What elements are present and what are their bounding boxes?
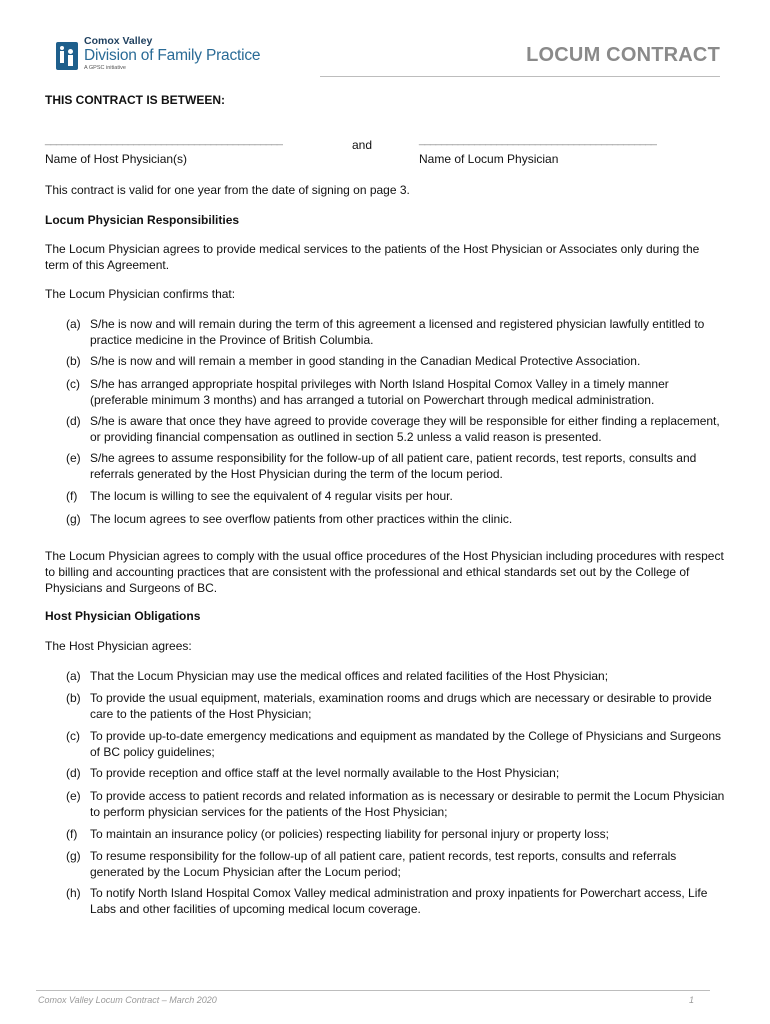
host-item (66, 690, 726, 722)
locum-item (66, 353, 726, 369)
item-label: (a) (66, 317, 81, 331)
locum-item (66, 511, 726, 527)
locum-intro: The Locum Physician agrees to provide medical services to the patients of the Host Physician or Associates only during the term of this Agreement. (45, 242, 700, 272)
locum-name-line: ___________________________________________ (419, 134, 657, 146)
document-title: LOCUM CONTRACT (526, 44, 720, 66)
item-text: The locum is willing to see the equivalent of 4 regular visits per hour. (90, 489, 453, 503)
host-item (66, 885, 726, 917)
host-item (66, 728, 726, 760)
locum-item (66, 316, 726, 348)
item-text: To maintain an insurance policy (or policies) respecting liability for personal injury or property loss; (90, 827, 609, 841)
item-label: (c) (66, 729, 80, 743)
host-name-label: Name of Host Physician(s) (45, 152, 188, 166)
host-section-heading: Host Physician Obligations (45, 609, 201, 623)
host-item (66, 788, 726, 820)
item-label: (e) (66, 451, 81, 465)
locum-item (66, 413, 726, 445)
locum-item (66, 488, 726, 504)
locum-item (66, 450, 726, 482)
locum-closing: The Locum Physician agrees to comply with the usual office procedures of the Host Physician including procedures with respect to billing and accounting practices that are consistent with the professional and ethical standards set out by the College of Physicians and Surgeons of BC. (45, 549, 724, 595)
family-icon (56, 42, 78, 70)
item-label: (b) (66, 354, 81, 368)
org-logo (56, 36, 260, 76)
item-label: (f) (66, 827, 78, 841)
footer-label: Comox Valley Locum Contract – March 2020 (38, 995, 217, 1005)
item-text: The locum agrees to see overflow patients from other practices within the clinic. (90, 512, 513, 526)
locum-section-heading: Locum Physician Responsibilities (45, 213, 240, 227)
item-text: S/he has arranged appropriate hospital privileges with North Island Hospital Comox Valley in a timely manner (preferable minimum 3 months) and has arranged a tutorial on Powerchart through medical administration. (90, 377, 669, 407)
item-text: S/he is now and will remain a member in good standing in the Canadian Medical Protective Association. (90, 354, 641, 368)
org-tagline: A GPSC initiative (84, 65, 126, 71)
item-label: (g) (66, 512, 81, 526)
and-text: and (352, 138, 373, 152)
item-label: (h) (66, 886, 81, 900)
host-item (66, 765, 726, 781)
item-text: To resume responsibility for the follow-up of all patient care, patient records, test reports, consults and referrals generated by the Locum Physician after the Locum period; (90, 849, 677, 879)
locum-confirms: The Locum Physician confirms that: (45, 287, 236, 301)
item-label: (d) (66, 414, 81, 428)
item-text: To provide up-to-date emergency medications and equipment as mandated by the College of Physicians and Surgeons of BC policy guidelines; (90, 729, 722, 759)
item-label: (b) (66, 691, 81, 705)
footer-divider (36, 990, 710, 991)
header-divider (320, 76, 720, 77)
page-number: 1 (688, 995, 694, 1005)
validity-statement: This contract is valid for one year from the date of signing on page 3. (45, 183, 410, 197)
item-text: S/he agrees to assume responsibility for the follow-up of all patient care, patient records, test reports, consults and referrals generated by the Host Physician during the term of the locum period. (90, 451, 697, 481)
item-label: (g) (66, 849, 81, 863)
locum-name-label: Name of Locum Physician (419, 152, 559, 166)
item-label: (e) (66, 789, 81, 803)
org-name-main: Division of Family Practice (84, 47, 261, 64)
item-text: To provide access to patient records and related information as is necessary or desirable to permit the Locum Physician to perform physician services for the patients of the Host Physician; (90, 789, 725, 819)
item-label: (c) (66, 377, 80, 391)
org-name-top: Comox Valley (84, 35, 153, 47)
item-label: (d) (66, 766, 81, 780)
host-intro: The Host Physician agrees: (45, 639, 192, 653)
item-text: S/he is now and will remain during the term of this agreement a licensed and registered physician lawfully entitled to practice medicine in the Province of British Columbia. (90, 317, 705, 347)
item-label: (f) (66, 489, 78, 503)
item-text: S/he is aware that once they have agreed to provide coverage they will be responsible for either finding a replacement, or providing financial compensation as outlined in section 5.2 unless a valid reason is presented. (90, 414, 720, 444)
item-text: To provide the usual equipment, materials, examination rooms and drugs which are necessary or desirable to provide care to the patients of the Host Physician; (90, 691, 712, 721)
host-item (66, 826, 726, 842)
item-label: (a) (66, 669, 81, 683)
host-name-line: ___________________________________________ (45, 134, 283, 146)
item-text: That the Locum Physician may use the medical offices and related facilities of the Host Physician; (90, 669, 609, 683)
parties-heading: THIS CONTRACT IS BETWEEN: (45, 93, 225, 107)
host-item (66, 848, 726, 880)
item-text: To notify North Island Hospital Comox Valley medical administration and proxy inpatients for Powerchart access, Life Labs and other facilities of upcoming medical locum coverage. (90, 886, 708, 916)
locum-item (66, 376, 726, 408)
host-item (66, 668, 726, 684)
item-text: To provide reception and office staff at the level normally available to the Host Physician; (90, 766, 560, 780)
